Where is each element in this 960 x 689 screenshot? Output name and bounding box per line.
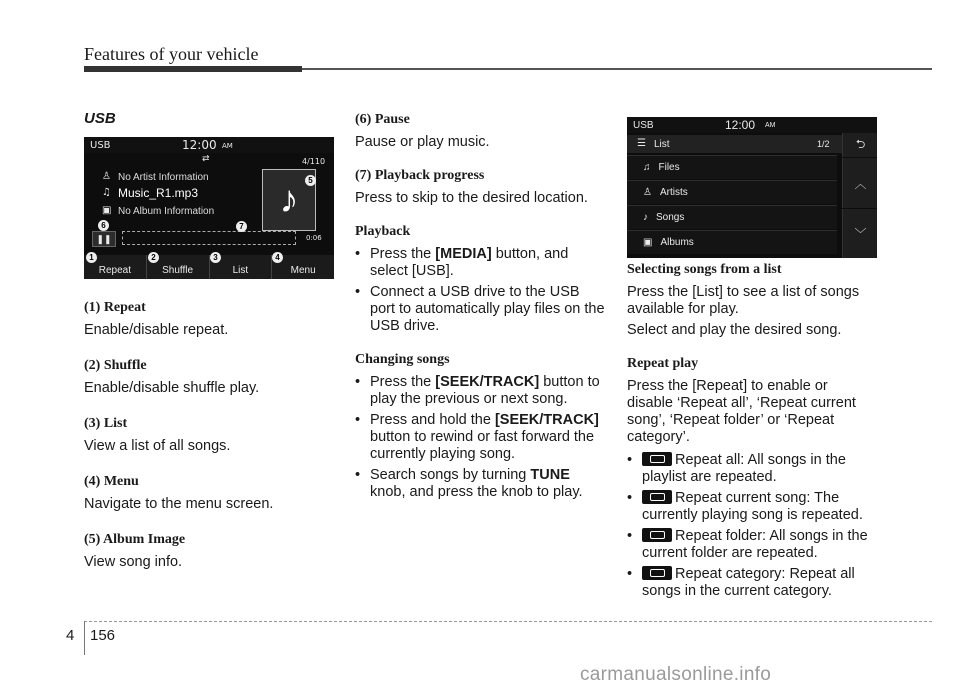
progress-text: Press to skip to the desired location. — [355, 190, 588, 206]
item-heading: (3) List — [84, 416, 128, 431]
changing-bullet — [355, 467, 605, 501]
column-1 — [84, 300, 334, 571]
page-header-title: Features of your vehicle — [84, 44, 259, 64]
pause-button[interactable] — [92, 231, 116, 247]
bullet-post: button to play the previous or next song. — [370, 374, 600, 407]
list-item-label: Artists — [659, 187, 688, 198]
item-text: Enable/disable shuffle play. — [84, 380, 260, 396]
scroll-up-button[interactable] — [842, 158, 877, 208]
item-heading: (1) Repeat — [84, 300, 146, 315]
bullet-pre: Press and hold the — [370, 412, 495, 428]
playback-heading: Playback — [355, 224, 411, 239]
header-bar — [84, 66, 302, 72]
select-text: Select and play the desired song. — [627, 322, 842, 338]
album-icon: ▣ — [102, 205, 112, 216]
list-icon: ☰ — [637, 138, 646, 149]
bullet-pre: Press the — [370, 374, 436, 390]
clock-time: 12:00 — [725, 118, 756, 132]
column-3 — [627, 262, 877, 600]
repeat-bullet — [627, 528, 877, 562]
bullet-text: Repeat current song: The currently playing song is repeated. — [642, 490, 863, 523]
person-icon: ♙ — [643, 187, 652, 198]
item-heading: (2) Shuffle — [84, 358, 147, 373]
repeat-button[interactable]: Repeat — [84, 255, 147, 279]
track-count: 4/110 — [302, 157, 326, 166]
changing-heading: Changing songs — [355, 352, 450, 367]
bullet-post: button, and select [USB]. — [370, 246, 569, 279]
bullet-pre: Search songs by turning — [370, 467, 531, 483]
repeat-bullet — [627, 490, 877, 524]
item-heading: (4) Menu — [84, 474, 139, 489]
pause-heading: (6) Pause — [355, 112, 410, 127]
elapsed-time: 0:06 — [306, 234, 322, 242]
repeat-text: Press the [Repeat] to enable or disable ‘Repeat all’, ‘Repeat current song’, ‘Repeat folder’ or ‘Repeat category’. — [627, 378, 856, 445]
item-heading: (5) Album Image — [84, 532, 186, 547]
item-text: Enable/disable repeat. — [84, 322, 229, 338]
changing-bullet — [355, 374, 605, 408]
select-text: Press the [List] to see a list of songs available for play. — [627, 284, 860, 317]
marker-5: 5 — [305, 175, 316, 186]
source-label: USB — [633, 120, 654, 131]
item-text: Navigate to the menu screen. — [84, 496, 274, 512]
list-item-songs[interactable] — [627, 205, 837, 229]
pause-text: Pause or play music. — [355, 134, 490, 150]
back-arrow-icon: ⮌ — [855, 136, 866, 151]
shuffle-button[interactable]: Shuffle — [147, 255, 210, 279]
bullet-post: knob, and press the knob to play. — [370, 484, 583, 500]
list-button[interactable]: List — [210, 255, 273, 279]
back-button[interactable] — [842, 133, 877, 157]
source-label: USB — [90, 140, 111, 151]
list-item-label: Albums — [660, 237, 694, 248]
list-item-label: Songs — [656, 212, 685, 223]
marker-6: 6 — [98, 220, 109, 231]
clock-time: 12:00 — [182, 138, 217, 152]
list-label: List — [654, 139, 670, 150]
list-item-label: Files — [658, 162, 680, 173]
repeat-category-icon — [642, 566, 672, 580]
usb-playback-screen — [84, 137, 334, 279]
seek-key: [SEEK/TRACK] — [435, 374, 540, 390]
section-title-usb: USB — [84, 110, 116, 127]
marker-1: 1 — [86, 252, 97, 263]
footer-divider — [84, 621, 85, 655]
watermark: carmanualsonline.info — [580, 664, 772, 685]
usb-list-screen — [627, 117, 877, 258]
column-2 — [355, 112, 605, 501]
page-indicator: 1/2 — [817, 139, 830, 149]
item-text: View song info. — [84, 554, 183, 570]
header-rule — [302, 68, 932, 70]
chevron-up-icon: ︿ — [854, 176, 867, 191]
list-item-artists[interactable] — [627, 180, 837, 204]
marker-3: 3 — [210, 252, 221, 263]
artist-icon: ♙ — [102, 171, 111, 182]
repeat-heading: Repeat play — [627, 356, 699, 371]
clock-ampm: AM — [765, 122, 776, 129]
music-note-icon: ♫ — [643, 162, 651, 173]
repeat-bullet — [627, 566, 877, 600]
item-text: View a list of all songs. — [84, 438, 231, 454]
playback-bullet: • Connect a USB drive to the USB port to automatically play files on the USB drive. — [355, 284, 605, 335]
song-icon: ♫ — [102, 187, 111, 198]
chapter-number: 4 — [66, 627, 75, 644]
artist-info: No Artist Information — [118, 172, 209, 183]
album-icon: ▣ — [643, 237, 653, 248]
bullet-text: Repeat category: Repeat all songs in the current category. — [642, 566, 855, 599]
marker-7: 7 — [236, 221, 247, 232]
select-heading: Selecting songs from a list — [627, 262, 782, 277]
repeat-folder-icon — [642, 528, 672, 542]
clock-ampm: AM — [222, 142, 233, 150]
pause-icon: ❚❚ — [96, 233, 112, 244]
repeat-status-icon: ⇄ — [202, 154, 210, 164]
list-item-files[interactable] — [627, 155, 837, 179]
music-note-icon: ♪ — [279, 178, 299, 221]
scroll-down-button[interactable] — [842, 209, 877, 258]
bullet-post: button to rewind or fast forward the currently playing song. — [370, 429, 595, 462]
song-title: Music_R1.mp3 — [118, 186, 199, 200]
page-number: 156 — [90, 627, 116, 644]
seek-key: [SEEK/TRACK] — [494, 412, 599, 428]
bullet-text: Repeat folder: All songs in the current folder are repeated. — [642, 528, 868, 561]
changing-bullet — [355, 412, 605, 463]
repeat-one-icon — [642, 490, 672, 504]
album-info: No Album Information — [118, 206, 215, 217]
repeat-all-icon — [642, 452, 672, 466]
playback-progress[interactable] — [122, 231, 296, 245]
bullet-pre: Press the — [370, 246, 436, 262]
control-bar — [84, 255, 334, 279]
footer-rule — [84, 621, 932, 622]
tune-key: TUNE — [530, 467, 570, 483]
playback-bullet — [355, 246, 605, 280]
marker-2: 2 — [148, 252, 159, 263]
repeat-bullet — [627, 452, 877, 486]
song-icon: ♪ — [643, 212, 648, 223]
list-item-albums[interactable] — [627, 230, 837, 254]
media-key: [MEDIA] — [435, 246, 492, 262]
progress-heading: (7) Playback progress — [355, 168, 485, 183]
marker-4: 4 — [272, 252, 283, 263]
bullet-text: Repeat all: All songs in the playlist are repeated. — [642, 452, 846, 485]
chevron-down-icon: ﹀ — [854, 227, 867, 241]
menu-button[interactable]: Menu — [272, 255, 334, 279]
